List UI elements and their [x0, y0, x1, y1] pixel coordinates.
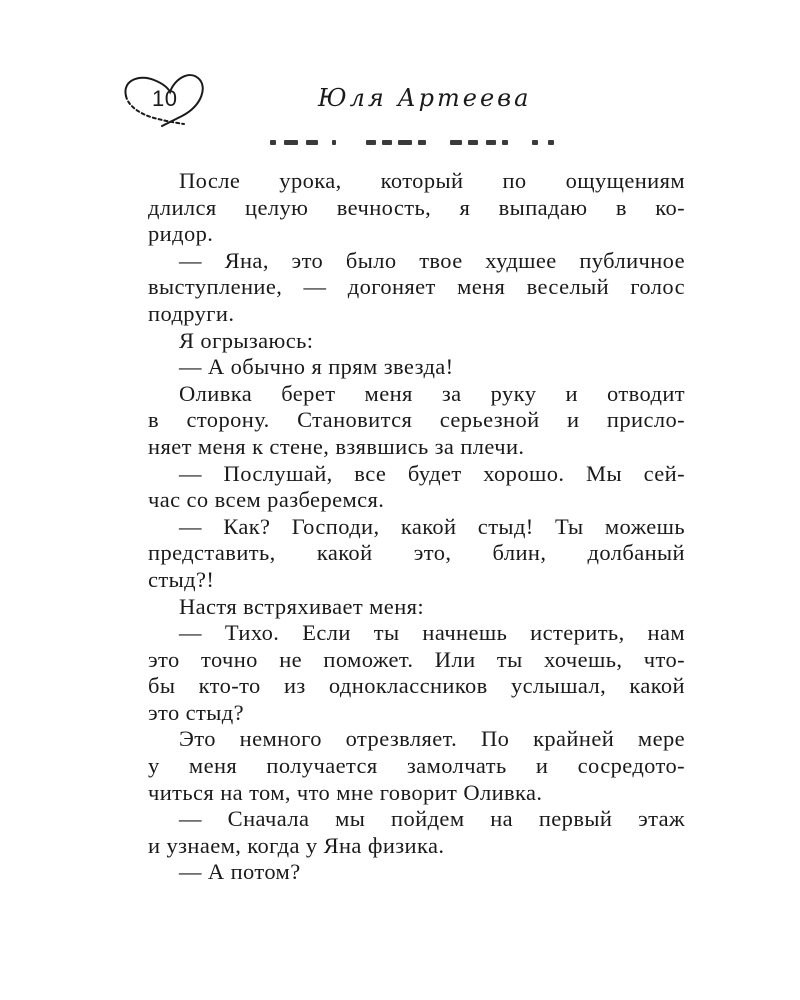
text-line: — А потом? — [179, 859, 301, 885]
text-line: подруги. — [148, 300, 235, 326]
text-line: час со всем разберемся. — [148, 487, 385, 513]
text-line: — Как? Господи, какой стыд! Ты можешь — [179, 513, 685, 539]
page-number: 10 — [152, 86, 178, 111]
text-line: — Послушай, все будет хорошо. Мы сей- — [179, 460, 685, 486]
text-line: стыд?! — [148, 566, 215, 592]
text-line: это стыд? — [148, 699, 245, 725]
text-line: бы кто-то из одноклассников услышал, какой — [148, 673, 685, 699]
page-header — [0, 60, 800, 140]
text-line: — А обычно я прям звезда! — [179, 354, 454, 380]
text-line: После урока, который по ощущениям — [179, 168, 685, 193]
scissors-cut-line — [270, 138, 560, 148]
text-line: ридор. — [148, 221, 214, 247]
text-line: — Тихо. Если ты начнешь истерить, нам — [179, 620, 685, 646]
text-line: — Яна, это было твое худшее публичное — [179, 247, 685, 273]
text-line: Оливка берет меня за руку и отводит — [179, 380, 685, 406]
text-line: няет меня к стене, взявшись за плечи. — [148, 433, 525, 459]
text-line: представить, какой это, блин, долбаный — [148, 540, 685, 566]
text-line: у меня получается замолчать и сосредото- — [148, 753, 685, 779]
text-line: в сторону. Становится серьезной и прислo- — [148, 407, 685, 433]
text-line: Это немного отрезвляет. По крайней мере — [179, 726, 685, 752]
text-line: это точно не поможет. Или ты хочешь, что- — [148, 646, 685, 672]
text-line: длился целую вечность, я выпадаю в ко- — [148, 194, 685, 220]
running-header-title: Юля Артеева — [318, 84, 532, 112]
text-line: Настя встряхивает меня: — [179, 593, 425, 619]
text-line: и узнаем, когда у Яна физика. — [148, 832, 445, 858]
text-line: — Сначала мы пойдем на первый этаж — [179, 806, 685, 832]
text-line: выступление, — догоняет меня веселый голос — [148, 274, 685, 300]
text-body — [148, 168, 685, 886]
text-line: читься на том, что мне говорит Оливка. — [148, 779, 543, 805]
text-line: Я огрызаюсь: — [179, 327, 314, 353]
